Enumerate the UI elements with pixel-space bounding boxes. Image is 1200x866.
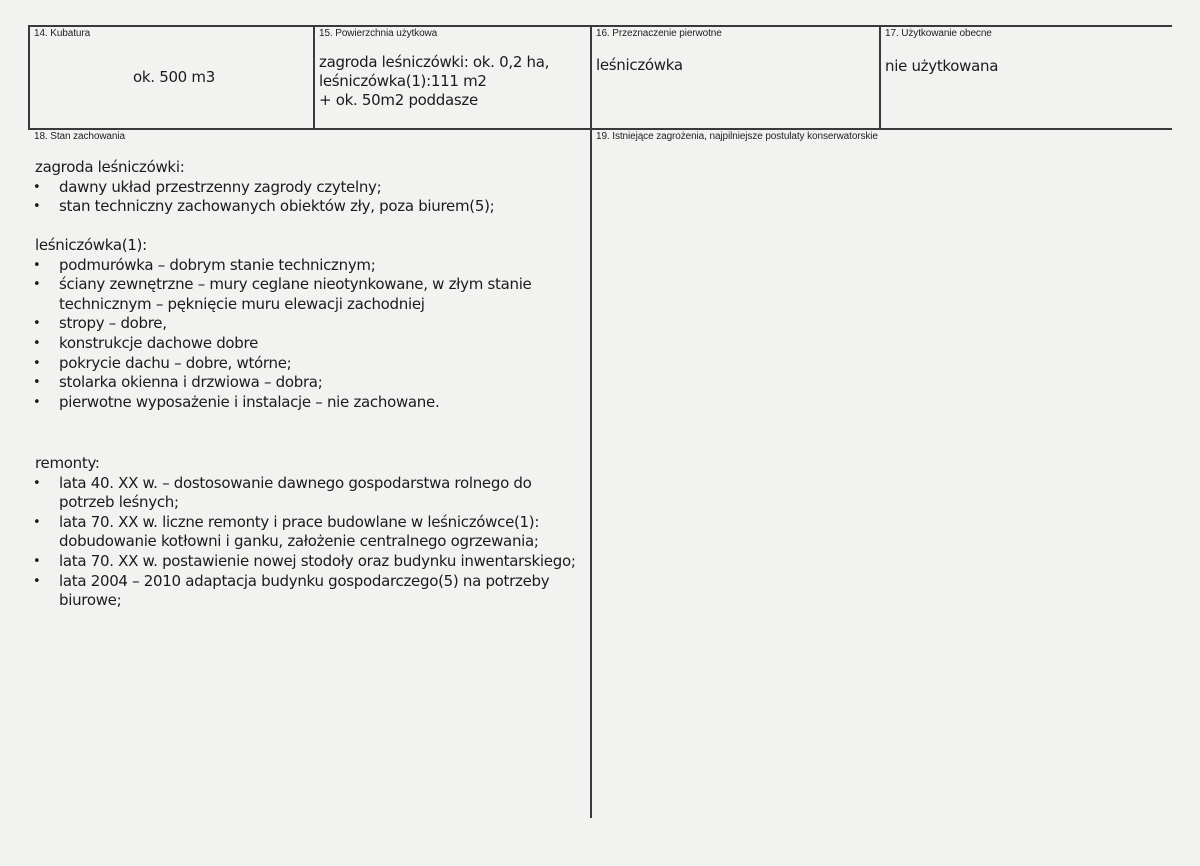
cell-14-label: 14. Kubatura — [34, 28, 91, 39]
cell-15-line-3: + ok. 50m2 poddasze — [319, 91, 478, 109]
group-title: remonty: — [35, 454, 100, 472]
group-lesniczowka — [35, 236, 590, 412]
list-item: • pokrycie dachu – dobre, wtórne; — [35, 354, 590, 374]
cell-17-label: 17. Użytkowanie obecne — [885, 28, 992, 39]
top-border — [28, 25, 1172, 27]
col-divider-2 — [590, 25, 592, 818]
list-item: • pierwotne wyposażenie i instalacje – nie zachowane. — [35, 393, 590, 413]
group-title: zagroda leśniczówki: — [35, 158, 185, 176]
list-item: • stolarka okienna i drzwiowa – dobra; — [35, 373, 590, 393]
list-item: • lata 70. XX w. postawienie nowej stodoły oraz budynku inwentarskiego; — [35, 552, 590, 572]
list-item: • stan techniczny zachowanych obiektów zły, poza biurem(5); — [35, 197, 590, 217]
item-list — [35, 474, 590, 611]
list-item: • lata 70. XX w. liczne remonty i prace budowlane w leśniczówce(1): dobudowanie kotłowni i ganku, założenie centralnego ogrzewania; — [35, 513, 590, 552]
list-item: • dawny układ przestrzenny zagrody czytelny; — [35, 178, 590, 198]
left-border — [28, 25, 30, 129]
item-list — [35, 178, 590, 217]
group-title: leśniczówka(1): — [35, 236, 147, 254]
list-item: • stropy – dobre, — [35, 314, 590, 334]
cell-14-value: ok. 500 m3 — [133, 68, 215, 86]
cell-16-label: 16. Przeznaczenie pierwotne — [596, 28, 722, 39]
cell-15-line-2: leśniczówka(1):111 m2 — [319, 72, 487, 90]
col-divider-3 — [879, 25, 881, 129]
cell-17-value: nie użytkowana — [885, 57, 999, 75]
row-divider — [28, 128, 1172, 130]
list-item: • lata 2004 – 2010 adaptacja budynku gospodarczego(5) na potrzeby biurowe; — [35, 572, 590, 611]
group-zagroda — [35, 158, 590, 217]
cell-15-line-1: zagroda leśniczówki: ok. 0,2 ha, — [319, 53, 550, 71]
list-item: • ściany zewnętrzne – mury ceglane nieotynkowane, w złym stanie technicznym – pęknięcie muru elewacji zachodniej — [35, 275, 590, 314]
list-item: • podmurówka – dobrym stanie technicznym; — [35, 256, 590, 276]
group-remonty — [35, 454, 590, 611]
item-list — [35, 256, 590, 413]
cell-19-label: 19. Istniejące zagrożenia, najpilniejsze postulaty konserwatorskie — [596, 131, 878, 142]
list-item: • konstrukcje dachowe dobre — [35, 334, 590, 354]
cell-15-label: 15. Powierzchnia użytkowa — [319, 28, 438, 39]
cell-16-value: leśniczówka — [596, 56, 683, 74]
cell-18-label: 18. Stan zachowania — [34, 131, 125, 142]
list-item: • lata 40. XX w. – dostosowanie dawnego gospodarstwa rolnego do potrzeb leśnych; — [35, 474, 590, 513]
col-divider-1 — [313, 25, 315, 129]
